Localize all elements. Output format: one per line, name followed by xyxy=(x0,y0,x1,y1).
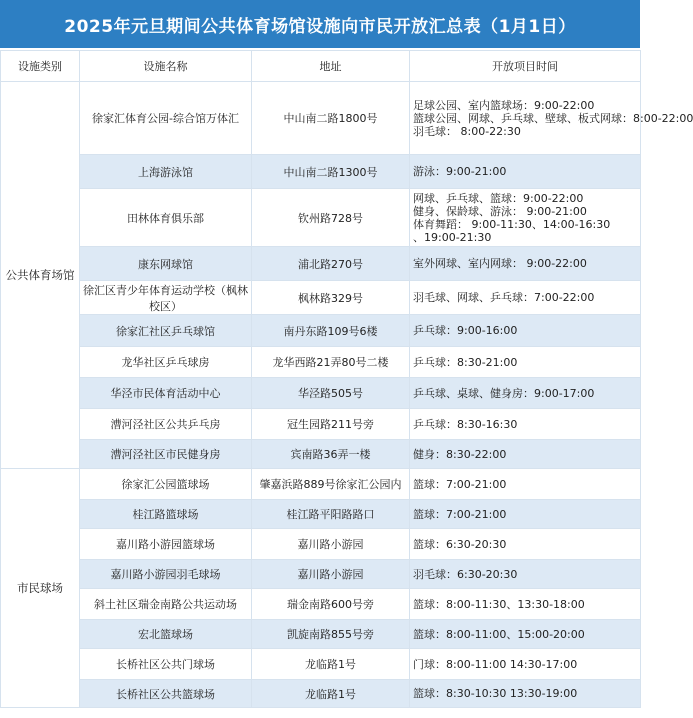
hours-cell xyxy=(410,649,641,680)
address-cell: 瑞金南路600号旁 xyxy=(252,589,410,620)
table-row xyxy=(1,529,641,560)
table-row xyxy=(1,469,641,500)
address-cell: 龙华西路21弄80号二楼 xyxy=(252,347,410,378)
table-row xyxy=(1,560,641,589)
address-cell: 龙临路1号 xyxy=(252,649,410,680)
hours-cell xyxy=(410,680,641,708)
column-header: 设施类别 xyxy=(1,51,80,82)
table-row xyxy=(1,589,641,620)
hours-cell xyxy=(410,347,641,378)
hours-line: 游泳：9:00-21:00 xyxy=(413,165,507,178)
hours-line: 篮球：8:30-10:30 13:30-19:00 xyxy=(413,687,578,700)
address-cell: 凯旋南路855号旁 xyxy=(252,620,410,649)
table-row xyxy=(1,281,641,315)
facility-table xyxy=(0,50,693,708)
hours-line: 门球：8:00-11:00 14:30-17:00 xyxy=(413,657,578,671)
category-cell: 公共体育场馆 xyxy=(1,82,80,469)
hours-line: 篮球：7:00-21:00 xyxy=(413,507,507,521)
facility-name-cell: 徐家汇社区乒乓球馆 xyxy=(80,315,252,347)
address-cell: 枫林路329号 xyxy=(252,281,410,315)
table-row xyxy=(1,409,641,440)
hours-cell xyxy=(410,469,641,500)
hours-line: 羽毛球：6:30-20:30 xyxy=(413,567,518,581)
hours-cell xyxy=(410,155,641,189)
facility-name-cell: 徐汇区青少年体育运动学校（枫林校区） xyxy=(80,281,252,315)
address-cell: 桂江路平阳路路口 xyxy=(252,500,410,529)
column-header: 地址 xyxy=(252,51,410,82)
table-row xyxy=(1,378,641,409)
facility-name-cell: 徐家汇公园篮球场 xyxy=(80,469,252,500)
table-row xyxy=(1,680,641,708)
column-header: 设施名称 xyxy=(80,51,252,82)
facility-name-cell: 长桥社区公共门球场 xyxy=(80,649,252,680)
facility-name-cell: 斜土社区瑞金南路公共运动场 xyxy=(80,589,252,620)
hours-line: 乒乓球：8:30-16:30 xyxy=(413,417,518,431)
hours-cell xyxy=(410,82,693,155)
facility-name-cell: 宏北篮球场 xyxy=(80,620,252,649)
address-cell: 钦州路728号 xyxy=(252,189,410,247)
table-row xyxy=(1,315,641,347)
hours-line: 乒乓球：9:00-16:00 xyxy=(413,324,518,337)
hours-line: 篮球：8:00-11:30、13:30-18:00 xyxy=(413,597,585,611)
hours-line: 足球公园、室内篮球场：9:00-22:00 xyxy=(413,98,595,112)
facility-name-cell: 嘉川路小游园羽毛球场 xyxy=(80,560,252,589)
facility-name-cell: 长桥社区公共篮球场 xyxy=(80,680,252,708)
hours-line: 健身：8:30-22:00 xyxy=(413,447,507,461)
facility-name-cell: 华泾市民体育活动中心 xyxy=(80,378,252,409)
hours-cell xyxy=(410,378,641,409)
hours-line: 、19:00-21:30 xyxy=(413,230,492,244)
table-row xyxy=(1,620,641,649)
hours-cell xyxy=(410,560,641,589)
facility-name-cell: 龙华社区乒乓球房 xyxy=(80,347,252,378)
facility-name-cell: 嘉川路小游园篮球场 xyxy=(80,529,252,560)
hours-cell xyxy=(410,315,641,347)
hours-line: 室外网球、室内网球： 9:00-22:00 xyxy=(413,257,587,270)
hours-line: 乒乓球：8:30-21:00 xyxy=(413,355,518,369)
table-row xyxy=(1,347,641,378)
hours-line: 羽毛球： 8:00-22:30 xyxy=(413,124,521,138)
facility-name-cell: 漕河泾社区市民健身房 xyxy=(80,440,252,469)
hours-line: 乒乓球、桌球、健身房：9:00-17:00 xyxy=(413,386,595,400)
hours-cell xyxy=(410,440,641,469)
table-row xyxy=(1,649,641,680)
hours-cell xyxy=(410,529,641,560)
address-cell: 华泾路505号 xyxy=(252,378,410,409)
header-row xyxy=(1,51,641,82)
hours-cell xyxy=(410,409,641,440)
table-row xyxy=(1,189,641,247)
hours-cell xyxy=(410,620,641,649)
facility-name-cell: 康东网球馆 xyxy=(80,247,252,281)
category-cell: 市民球场 xyxy=(1,469,80,708)
hours-cell xyxy=(410,247,641,281)
address-cell: 中山南二路1800号 xyxy=(252,82,410,155)
facility-name-cell: 桂江路篮球场 xyxy=(80,500,252,529)
table-row xyxy=(1,440,641,469)
address-cell: 嘉川路小游园 xyxy=(252,529,410,560)
hours-cell xyxy=(410,281,641,315)
column-header: 开放项目时间 xyxy=(410,51,641,82)
table-row xyxy=(1,155,641,189)
hours-line: 羽毛球、网球、乒乓球：7:00-22:00 xyxy=(413,291,595,304)
hours-line: 体育舞蹈： 9:00-11:30、14:00-16:30 xyxy=(413,217,611,231)
address-cell: 冠生园路211号旁 xyxy=(252,409,410,440)
hours-line: 网球、乒乓球、篮球：9:00-22:00 xyxy=(413,191,584,205)
address-cell: 龙临路1号 xyxy=(252,680,410,708)
hours-line: 篮球公园、网球、乒乓球、壁球、板式网球：8:00-22:00 xyxy=(413,111,693,125)
address-cell: 浦北路270号 xyxy=(252,247,410,281)
table-row xyxy=(1,247,641,281)
hours-cell xyxy=(410,589,641,620)
page-title: 2025年元旦期间公共体育场馆设施向市民开放汇总表（1月1日） xyxy=(0,0,640,48)
table-row xyxy=(1,82,641,155)
address-cell: 宾南路36弄一楼 xyxy=(252,440,410,469)
facility-name-cell: 田林体育俱乐部 xyxy=(80,189,252,247)
hours-cell xyxy=(410,189,641,247)
hours-line: 篮球：6:30-20:30 xyxy=(413,537,507,551)
facility-name-cell: 徐家汇体育公园-综合馆万体汇 xyxy=(80,82,252,155)
address-cell: 中山南二路1300号 xyxy=(252,155,410,189)
facility-name-cell: 漕河泾社区公共乒乓房 xyxy=(80,409,252,440)
address-cell: 肇嘉浜路889号徐家汇公园内 xyxy=(252,469,410,500)
table-row xyxy=(1,500,641,529)
hours-line: 篮球：7:00-21:00 xyxy=(413,477,507,491)
facility-name-cell: 上海游泳馆 xyxy=(80,155,252,189)
hours-line: 篮球：8:00-11:00、15:00-20:00 xyxy=(413,627,585,641)
address-cell: 嘉川路小游园 xyxy=(252,560,410,589)
hours-line: 健身、保龄球、游泳： 9:00-21:00 xyxy=(413,204,587,218)
hours-cell xyxy=(410,500,641,529)
address-cell: 南丹东路109号6楼 xyxy=(252,315,410,347)
